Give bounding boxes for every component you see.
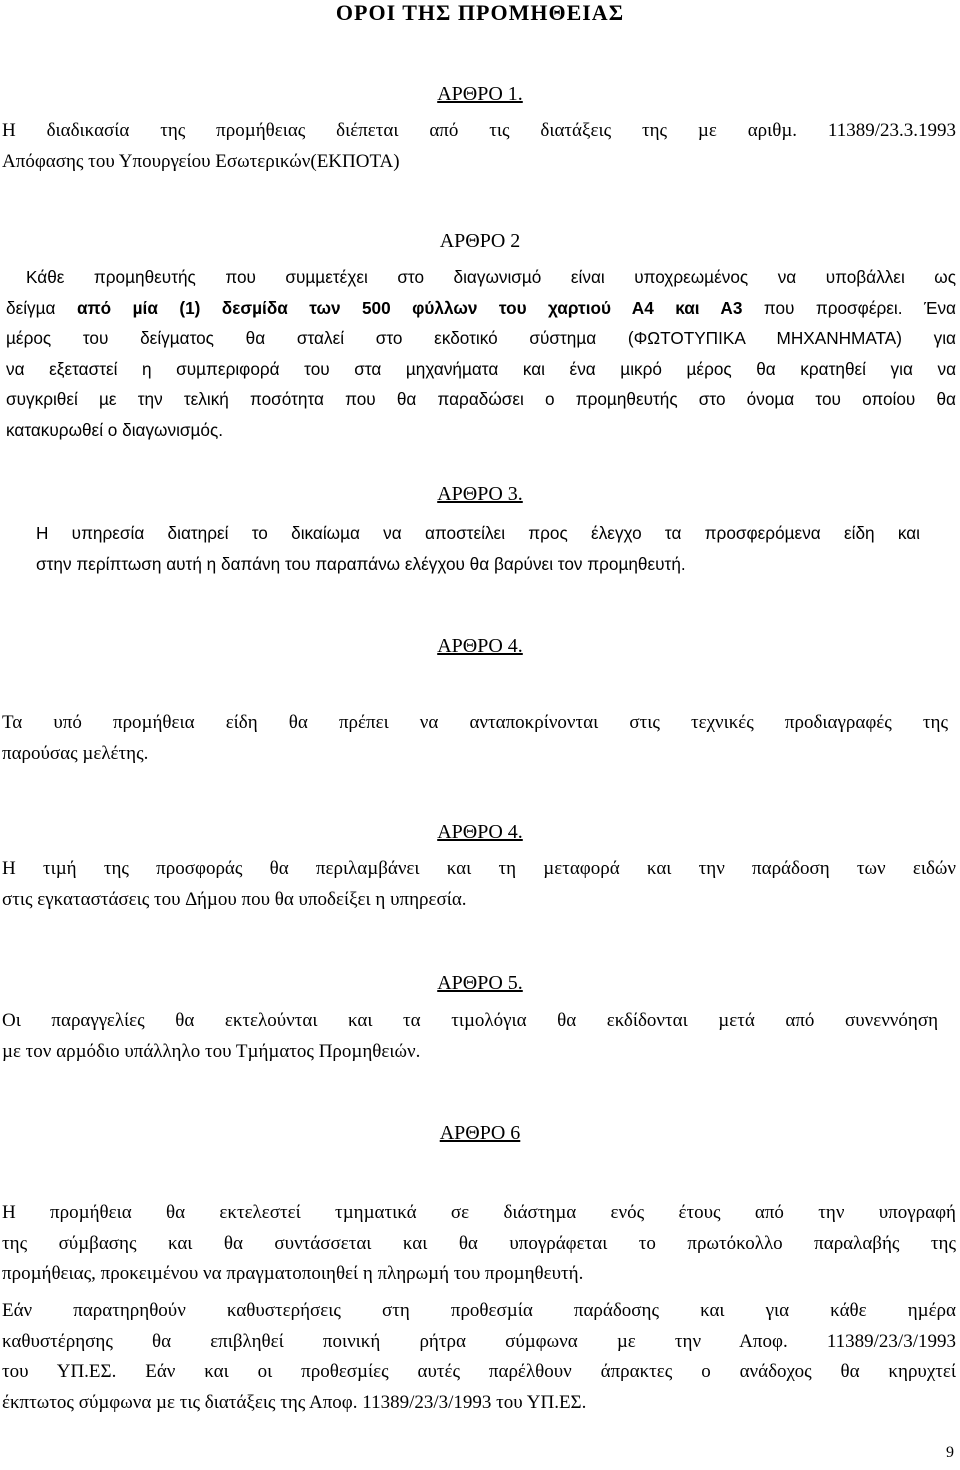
article-4b-body [2, 854, 956, 915]
article-2-line-6: κατακυρωθεί ο διαγωνισµός. [6, 419, 224, 440]
article-2-sample-spec: από µία (1) δεσµίδα των 500 φύλλων του χαρτιού Α4 και Α3 [76, 297, 743, 318]
article-2-line-2-pre: δείγµα [6, 297, 77, 318]
article-3-heading-text: ΑΡΘΡΟ 3. [437, 483, 523, 505]
article-5-heading-text: ΑΡΘΡΟ 5. [437, 972, 523, 994]
article-6-p2-line-2: καθυστέρησης θα επιβληθεί ποινική ρήτρα σύµφωνα µε την Αποφ. 11389/23/3/1993 [2, 1330, 956, 1352]
article-3-heading [0, 481, 960, 507]
article-2-heading-text: ΑΡΘΡΟ 2 [439, 230, 521, 252]
article-6-paragraph-1 [2, 1198, 956, 1290]
article-3-body [36, 518, 920, 579]
article-5-line-2: µε τον αρµόδιο υπάλληλο του Τµήµατος Προµηθειών. [2, 1040, 421, 1062]
article-3-line-1: Η υπηρεσία διατηρεί το δικαίωµα να αποστείλει προς έλεγχο τα προσφερόµενα είδη και [36, 523, 920, 543]
article-1-heading [0, 81, 960, 107]
article-4b-heading [0, 819, 960, 845]
article-2-body [6, 262, 956, 445]
article-2-line-3: µέρος του δείγµατος θα σταλεί στο εκδοτικό σύστηµα (ΦΩΤΟΤΥΠΙΚΑ ΜΗΧΑΝΗΜΑΤΑ) για [6, 328, 956, 348]
article-1-line-2: Απόφασης του Υπουργείου Εσωτερικών(ΕΚΠΟΤΑ) [2, 150, 400, 172]
article-4b-line-2: στις εγκαταστάσεις του ∆ήµου που θα υποδείξει η υπηρεσία. [2, 888, 467, 910]
article-4a-heading [0, 633, 960, 659]
article-4b-heading-text: ΑΡΘΡΟ 4. [437, 821, 523, 843]
article-4a-line-2: παρούσας µελέτης. [2, 742, 149, 764]
article-4a-line-1: Τα υπό προµήθεια είδη θα πρέπει να ανταποκρίνονται στις τεχνικές προδιαγραφές της [2, 712, 948, 733]
article-2-line-5: συγκριθεί µε την τελική ποσότητα που θα παραδώσει ο προµηθευτής στο όνοµα του οποίου θα [6, 389, 956, 409]
article-6-paragraph-2 [2, 1296, 956, 1418]
document-title: ΟΡΟΙ ΤΗΣ ΠΡΟΜΗΘΕΙΑΣ [335, 0, 625, 25]
article-4a-body [2, 708, 948, 769]
article-6-p2-line-3: του ΥΠ.ΕΣ. Εάν και οι προθεσµίες αυτές παρέλθουν άπρακτες ο ανάδοχος θα κηρυχτεί [2, 1361, 956, 1382]
article-5-heading [0, 970, 960, 996]
article-6-heading [0, 1120, 960, 1146]
article-2-line-4: να εξεταστεί η συµπεριφορά του στα µηχανήµατα και ένα µικρό µέρος θα κρατηθεί για να [6, 358, 956, 379]
article-4b-line-1: Η τιµή της προσφοράς θα περιλαµβάνει και τη µεταφορά και την παράδοση των ειδών [2, 858, 956, 879]
article-6-p2-line-4: έκπτωτος σύµφωνα µε τις διατάξεις της Αποφ. 11389/23/3/1993 του ΥΠ.ΕΣ. [2, 1391, 587, 1413]
article-6-p1-line-2: της σύµβασης και θα συντάσσεται και θα υπογράφεται το πρωτόκολλο παραλαβής της [2, 1232, 956, 1254]
article-4a-heading-text: ΑΡΘΡΟ 4. [437, 635, 523, 657]
article-5-line-1: Οι παραγγελίες θα εκτελούνται και τα τιµολόγια θα εκδίδονται µετά από συνεννόηση [2, 1010, 938, 1031]
article-6-p2-line-1: Εάν παρατηρηθούν καθυστερήσεις στη προθεσµία παράδοσης και για κάθε ηµέρα [2, 1300, 956, 1321]
article-6-p1-line-3: προµήθειας, προκειµένου να πραγµατοποιηθεί η πληρωµή του προµηθευτή. [2, 1263, 584, 1284]
article-2-line-1: Κάθε προµηθευτής που συµµετέχει στο διαγωνισµό είναι υποχρεωµένος να υποβάλλει ως [26, 267, 956, 287]
article-2-line-2-post: που προσφέρει. Ένα [742, 297, 956, 318]
article-6-heading-text: ΑΡΘΡΟ 6 [439, 1122, 521, 1144]
article-1-body [2, 116, 956, 177]
article-1-line-1: Η διαδικασία της προµήθειας διέπεται από τις διατάξεις της µε αριθµ. 11389/23.3.1993 [2, 120, 956, 141]
article-5-body [2, 1006, 938, 1067]
article-6-p1-line-1: Η προµήθεια θα εκτελεστεί τµηµατικά σε διάστηµα ενός έτους από την υπογραφή [2, 1202, 956, 1223]
page-number: 9 [946, 1444, 954, 1461]
article-1-heading-text: ΑΡΘΡΟ 1. [437, 83, 523, 105]
article-2-heading [0, 228, 960, 254]
article-3-line-2: στην περίπτωση αυτή η δαπάνη του παραπάνω ελέγχου θα βαρύνει τον προµηθευτή. [36, 553, 686, 574]
article-2-line-2 [6, 293, 956, 324]
